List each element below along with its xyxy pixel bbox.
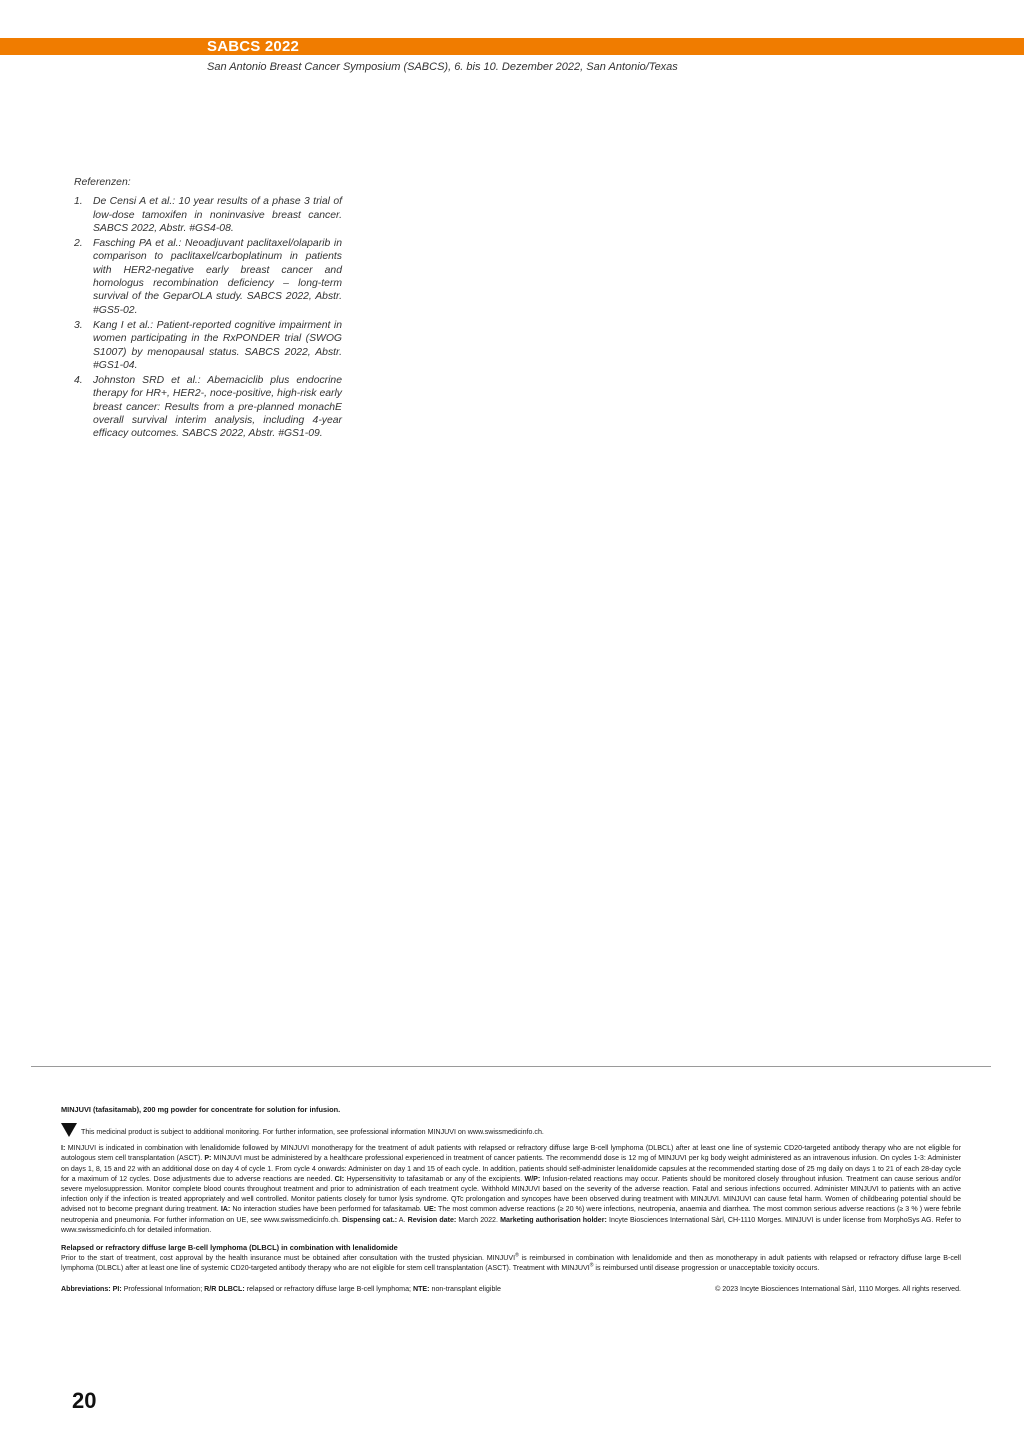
section-label: UE: bbox=[423, 1205, 437, 1214]
section-label: Revision date: bbox=[407, 1215, 457, 1224]
header-bar bbox=[0, 38, 1024, 55]
black-triangle-icon bbox=[61, 1123, 77, 1137]
abbreviation-definition: Professional Information; bbox=[121, 1284, 205, 1293]
section-label: CI: bbox=[334, 1174, 345, 1183]
product-information-footer bbox=[61, 1105, 961, 1294]
abbreviation-term: PI: bbox=[112, 1284, 122, 1293]
reference-text: De Censi A et al.: 10 year results of a phase 3 trial of low-dose tamoxifen in noninvasive breast cancer. SABCS 2022, Abstr. #GS4-08. bbox=[93, 196, 342, 234]
section-text: MINJUVI must be administered by a healthcare professional experienced in treatment of cancer patients. The recommendd dose is 12 mg of MINJUVI per kg body weight administered as an intravenous infusion. On cycles 1-3: Administer on days 1, 8, 15 and 22 with an additional dose on day 4 of cycle 1. From cycle 4 onwards: Administer on day 1 and 15 of each cycle. In addition, patients should self-administer lenalidomide capsules at the recommended starting dose of 25 mg daily on days 1 to 21 of each 28-day cycle for a maximum of 12 cycles. Dose adjustments due to adverse reactions are needed. bbox=[61, 1154, 961, 1183]
references-list bbox=[74, 195, 342, 440]
page-number: 20 bbox=[72, 1388, 97, 1413]
references-heading: Referenzen: bbox=[74, 177, 131, 188]
section-label: IA: bbox=[220, 1205, 231, 1214]
registered-mark: ® bbox=[515, 1252, 519, 1259]
reference-item bbox=[74, 374, 342, 440]
section-text: The most common adverse reactions (≥ 20 %) were infections, neutropenia, anaemia and diarrhea. The most common serious adverse reactions (≥ 3 % ) were febrile neutropenia and pneumonia. For further information on UE, see www.swissmedicinfo.ch. bbox=[61, 1205, 962, 1224]
reference-item bbox=[74, 237, 342, 317]
registered-mark: ® bbox=[589, 1263, 594, 1270]
reimbursement-part: is reimbursed in combination with lenalidomide and then as monotherapy in adult patients with relapsed or refractory diffuse large B-cell lymphoma (DLBCL) after at least one line of systemic CD20-targeted antibody therapy who are not eligible for stem cell transplantation (ASCT). Treatment with MINJUVI bbox=[61, 1254, 961, 1273]
section-text: A. bbox=[397, 1215, 408, 1224]
section-text: March 2022. bbox=[456, 1215, 501, 1224]
additional-monitoring-notice bbox=[61, 1123, 961, 1137]
header-title: SABCS 2022 bbox=[207, 38, 300, 55]
abbreviations bbox=[61, 1284, 501, 1294]
product-summary bbox=[61, 1143, 961, 1235]
reference-text: Johnston SRD et al.: Abemaciclib plus endocrine therapy for HR+, HER2-, noce-positive, high-risk early breast cancer: Results from a pre-planned monachE overall survival interim analysis, including 4-year efficacy outcomes. SABCS 2022, Abstr. #GS1-09. bbox=[93, 375, 342, 440]
references-section bbox=[74, 176, 342, 443]
indication-title: Relapsed or refractory diffuse large B-cell lymphoma (DLBCL) in combination with lenalidomide bbox=[61, 1243, 398, 1253]
abbreviations-label: Abbreviations: bbox=[61, 1284, 111, 1293]
reference-number: 4. bbox=[74, 375, 83, 387]
reference-number: 1. bbox=[74, 196, 83, 208]
product-title: MINJUVI (tafasitamab), 200 mg powder for concentrate for solution for infusion. bbox=[61, 1105, 341, 1114]
section-text: Hypersensitivity to tafasitamab or any of the excipients. bbox=[344, 1174, 525, 1183]
reimbursement-text bbox=[61, 1253, 961, 1273]
reimbursement-part: is reimbursed until disease progression or unacceptable toxicity occurs. bbox=[593, 1264, 820, 1273]
reference-text: Kang I et al.: Patient-reported cognitive impairment in women participating in the RxPONDER trial (SWOG S1007) by menopausal status. SABCS 2022, Abstr. #GS1-04. bbox=[93, 319, 342, 371]
section-text: MINJUVI is indicated in combination with lenalidomide followed by MINJUVI monotherapy for the treatment of adult patients with relapsed or refractory diffuse large B-cell lymphoma (DLBCL) after at least one line of systemic CD20-targeted antibody therapy who are not eligible for autologous stem cell transplantation (ASCT). bbox=[61, 1144, 961, 1163]
reference-number: 3. bbox=[74, 319, 83, 331]
section-label: I: bbox=[61, 1144, 66, 1153]
reference-item bbox=[74, 319, 342, 372]
reimbursement-part: Prior to the start of treatment, cost approval by the health insurance must be obtained after consultation with the trusted physician. MINJUVI bbox=[61, 1254, 516, 1263]
section-text: Infusion-related reactions may occur. Patients should be monitored closely throughout infusion. Treatment can cause serious and/or severe myelosuppression. Monitor complete blood counts throughout treatment and prior to administration of each treatment cycle. Withhold MINJUVI based on the severity of the adverse reaction. Fatal and serious infections occurred. Administer MINJUVI to patients with an active infection only if the infection is treated appropriately and well controlled. Monitor patients closely for tumor lysis syndrome. QTc prolongation and syncopes have been observed during treatment with MINJUVI. MINJUVI can cause fetal harm. Women of childbearing potential should be advised not to become pregnant during treatment. bbox=[61, 1174, 961, 1214]
section-label: P: bbox=[204, 1154, 212, 1163]
header-subtitle: San Antonio Breast Cancer Symposium (SABCS), 6. bis 10. Dezember 2022, San Antonio/Texas bbox=[207, 61, 678, 73]
abbreviation-term: NTE: bbox=[412, 1284, 430, 1293]
footer-bottom-row bbox=[61, 1284, 961, 1294]
monitoring-text: This medicinal product is subject to additional monitoring. For further information, see professional information MINJUVI on www.swissmedicinfo.ch. bbox=[81, 1128, 544, 1136]
reference-text: Fasching PA et al.: Neoadjuvant paclitaxel/olaparib in comparison to paclitaxel/carboplatinum in patients with HER2-negative early breast cancer and homologus recombination deficiency – long-term survival of the GeparOLA study. SABCS 2022, Abstr. #GS5-02. bbox=[93, 238, 342, 316]
copyright: © 2023 Incyte Biosciences International Sàrl, 1110 Morges. All rights reserved. bbox=[715, 1284, 961, 1293]
abbreviation-definition: non-transplant eligible bbox=[429, 1284, 501, 1293]
section-label: Marketing authorisation holder: bbox=[500, 1215, 607, 1224]
abbreviation-term: R/R DLBCL: bbox=[204, 1284, 245, 1293]
section-label: Dispensing cat.: bbox=[342, 1215, 398, 1224]
section-label: W/P: bbox=[524, 1174, 541, 1183]
reference-item bbox=[74, 195, 342, 235]
reference-number: 2. bbox=[74, 238, 83, 250]
abbreviation-definition: relapsed or refractory diffuse large B-cell lymphoma; bbox=[244, 1284, 413, 1293]
section-text: No interaction studies have been performed for tafasitamab. bbox=[230, 1205, 424, 1214]
footer-divider bbox=[31, 1066, 991, 1067]
section-text: Incyte Biosciences International Sàrl, CH-1110 Morges. MINJUVI is under license from MorphoSys AG. Refer to www.swissmedicinfo.ch for detailed information. bbox=[61, 1215, 961, 1234]
